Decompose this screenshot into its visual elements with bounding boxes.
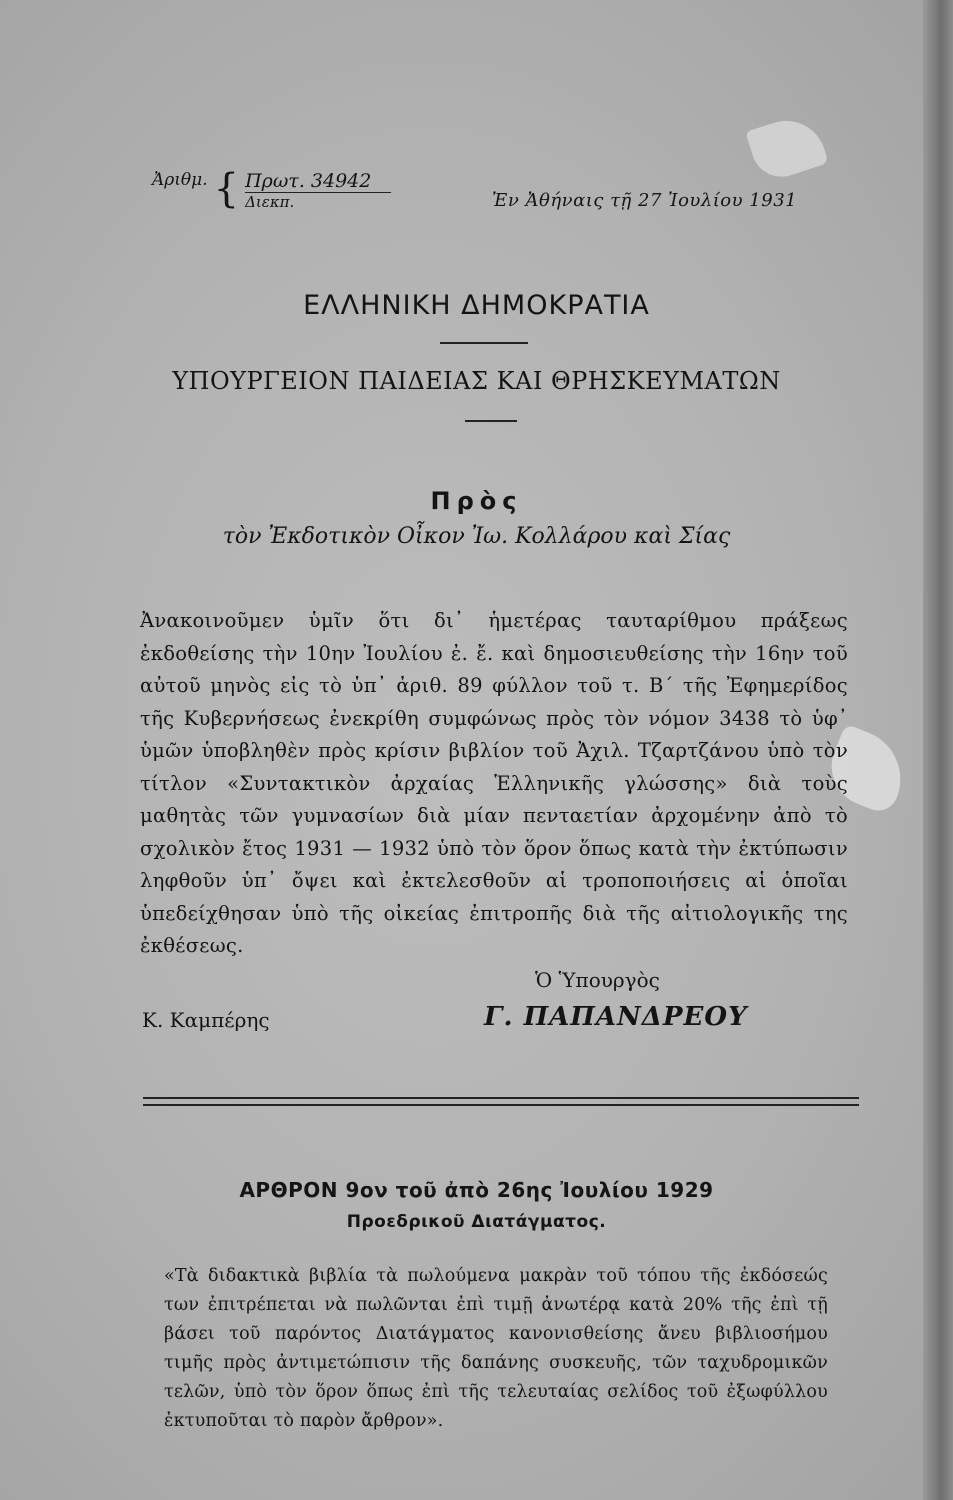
double-rule-bottom (143, 1104, 859, 1106)
article-subtitle: Προεδρικοῦ Διατάγματος. (346, 1212, 607, 1232)
double-rule-top (143, 1097, 859, 1099)
document-date: Ἐν Ἀθήναις τῇ 27 Ἰουλίου 1931 (492, 190, 798, 211)
minister-name: Γ. ΠΑΠΑΝΔΡΕΟΥ (484, 1002, 748, 1032)
protocol-number: Πρωτ. 34942 (245, 170, 391, 193)
reference-label: Ἀριθμ. (152, 170, 208, 190)
letter-paragraph: Ἀνακοινοῦμεν ὑμῖν ὅτι δι᾽ ἡμετέρας ταυταρίθμου πράξεως ἐκδοθείσης τὴν 10ην Ἰουλίου ἐ. ἔ. καὶ δημοσιευθείσης τὴν 16ην τοῦ αὐτοῦ μηνὸς εἰς τὸ ὑπ᾽ ἀριθ. 89 φύλλον τοῦ τ. Β΄ τῆς Ἐφημερίδος τῆς Κυβερνήσεως ἐνεκρίθη συμφώνως πρὸς τὸν νόμον 3438 τὸ ὑφ᾽ ὑμῶν ὑποβληθὲν πρὸς κρίσιν βιβλίον τοῦ Ἀχιλ. Τζαρτζάνου ὑπὸ τὸν τίτλον «Συντακτικὸν ἀρχαίας Ἑλληνικῆς γλώσσης» διὰ τοὺς μαθητὰς τῶν γυμνασίων διὰ μίαν πενταετίαν ἀρχομένην ἀπὸ τὸ σχολικὸν ἔτος 1931 — 1932 ὑπὸ τὸν ὅρον ὅπως κατὰ τὴν ἐκτύπωσιν ληφθοῦν ὑπ᾽ ὄψει καὶ ἐκτελεσθοῦν αἱ τροποποιήσεις αἱ ὁποῖαι ὑπεδείχθησαν ὑπὸ τῆς οἰκείας ἐπιτροπῆς διὰ τῆς αἰτιολογικῆς της ἐκθέσεως. (140, 609, 848, 957)
article-title: ΑΡΘΡΟΝ 9ον τοῦ ἀπὸ 26ης Ἰουλίου 1929 (239, 1178, 714, 1202)
minister-title: Ὁ Ὑπουργὸς (535, 968, 660, 992)
letter-body (140, 605, 848, 963)
left-signer: Κ. Καμπέρης (142, 1008, 270, 1032)
article-paragraph: «Τὰ διδακτικὰ βιβλία τὰ πωλούμενα μακρὰν τοῦ τόπου τῆς ἐκδόσεώς των ἐπιτρέπεται νὰ πωλῶνται ἐπὶ τιμῇ ἀνωτέρᾳ κατὰ 20% τῆς ἐπὶ τῇ βάσει τοῦ παρόντος Διατάγματος κανονισθείσης ἄνευ βιβλιοσήμου τιμῆς πρὸς ἀντιμετώπισιν τῆς δαπάνης συσκευῆς, τῶν ταχυδρομικῶν τελῶν, ὑπὸ τὸν ὅρον ὅπως ἐπὶ τῆς τελευταίας σελίδος τοῦ ἐξωφύλλου ἐκτυποῦται τὸ παρὸν ἄρθρον». (164, 1266, 828, 1431)
republic-heading: ΕΛΛΗΝΙΚΗ ΔΗΜΟΚΡΑΤΙΑ (303, 290, 650, 321)
divider (465, 420, 517, 422)
recipient-prefix: Πρὸς (430, 487, 523, 515)
article-quote (164, 1262, 828, 1436)
torn-paper-mark (745, 111, 829, 185)
addressee: τὸν Ἐκδοτικὸν Οἶκον Ἰω. Κολλάρου καὶ Σίας (222, 524, 731, 549)
ministry-heading: ΥΠΟΥΡΓΕΙΟΝ ΠΑΙΔΕΙΑΣ ΚΑΙ ΘΡΗΣΚΕΥΜΑΤΩΝ (172, 367, 781, 395)
brace-glyph: { (213, 166, 240, 212)
department-label: Διεκπ. (245, 193, 295, 211)
divider (440, 342, 528, 344)
reference-number-block (152, 166, 391, 212)
binding-edge (923, 0, 953, 1500)
